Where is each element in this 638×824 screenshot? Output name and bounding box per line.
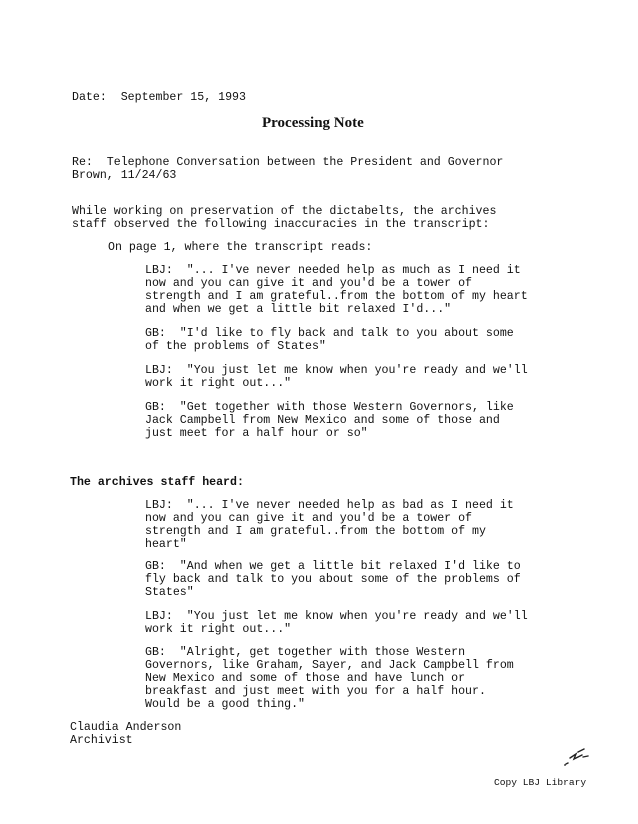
heard-line: fly back and talk to you about some of the problems of <box>145 573 521 586</box>
intro-line-1: While working on preservation of the dictabelts, the archives <box>72 205 497 218</box>
transcript-line: work it right out..." <box>145 377 292 390</box>
heard-line: work it right out..." <box>145 623 292 636</box>
heard-heading: The archives staff heard: <box>70 476 244 489</box>
transcript-line: just meet for a half hour or so" <box>145 427 368 440</box>
transcript-line: LBJ: "You just let me know when you're ready and we'll <box>145 364 528 377</box>
page-title: Processing Note <box>262 115 364 131</box>
heard-line: New Mexico and some of those and have lunch or <box>145 672 466 685</box>
heard-line: Would be a good thing." <box>145 698 306 711</box>
transcript-line: GB: "Get together with those Western Governors, like <box>145 401 514 414</box>
intro-line-2: staff observed the following inaccuracies in the transcript: <box>72 218 490 231</box>
re-line-2: Brown, 11/24/63 <box>72 169 177 182</box>
heard-line: LBJ: "... I've never needed help as bad as I need it <box>145 499 514 512</box>
heard-line: Governors, like Graham, Sayer, and Jack Campbell from <box>145 659 514 672</box>
transcript-line: of the problems of States" <box>145 340 326 353</box>
re-label: Re: <box>72 156 93 169</box>
heard-line: LBJ: "You just let me know when you're ready and we'll <box>145 610 528 623</box>
transcript-line: LBJ: "... I've never needed help as much as I need it <box>145 264 521 277</box>
date-label: Date: <box>72 91 107 104</box>
re-line-1 <box>72 156 503 169</box>
heard-line: breakfast and just meet with you for a half hour. <box>145 685 486 698</box>
transcript-line: now and you can give it and you'd be a tower of <box>145 277 472 290</box>
heard-line: now and you can give it and you'd be a tower of <box>145 512 472 525</box>
transcript-line: and when we get a little bit relaxed I'd..." <box>145 303 452 316</box>
heard-line: GB: "And when we get a little bit relaxed I'd like to <box>145 560 521 573</box>
heard-line: States" <box>145 586 194 599</box>
transcript-line: Jack Campbell from New Mexico and some of those and <box>145 414 500 427</box>
handwritten-mark-icon <box>562 740 592 768</box>
heard-line: heart" <box>145 538 187 551</box>
heard-line: GB: "Alright, get together with those Western <box>145 646 466 659</box>
transcript-intro: On page 1, where the transcript reads: <box>108 241 373 254</box>
date-line <box>72 91 246 104</box>
signature-name: Claudia Anderson <box>70 721 182 734</box>
footer-copy: Copy LBJ Library <box>494 777 587 788</box>
signature-role: Archivist <box>70 734 133 747</box>
transcript-line: strength and I am grateful..from the bottom of my heart <box>145 290 528 303</box>
re-text-1: Telephone Conversation between the President and Governor <box>106 156 504 169</box>
date-value: September 15, 1993 <box>120 91 246 104</box>
transcript-line: GB: "I'd like to fly back and talk to you about some <box>145 327 514 340</box>
heard-line: strength and I am grateful..from the bottom of my <box>145 525 486 538</box>
